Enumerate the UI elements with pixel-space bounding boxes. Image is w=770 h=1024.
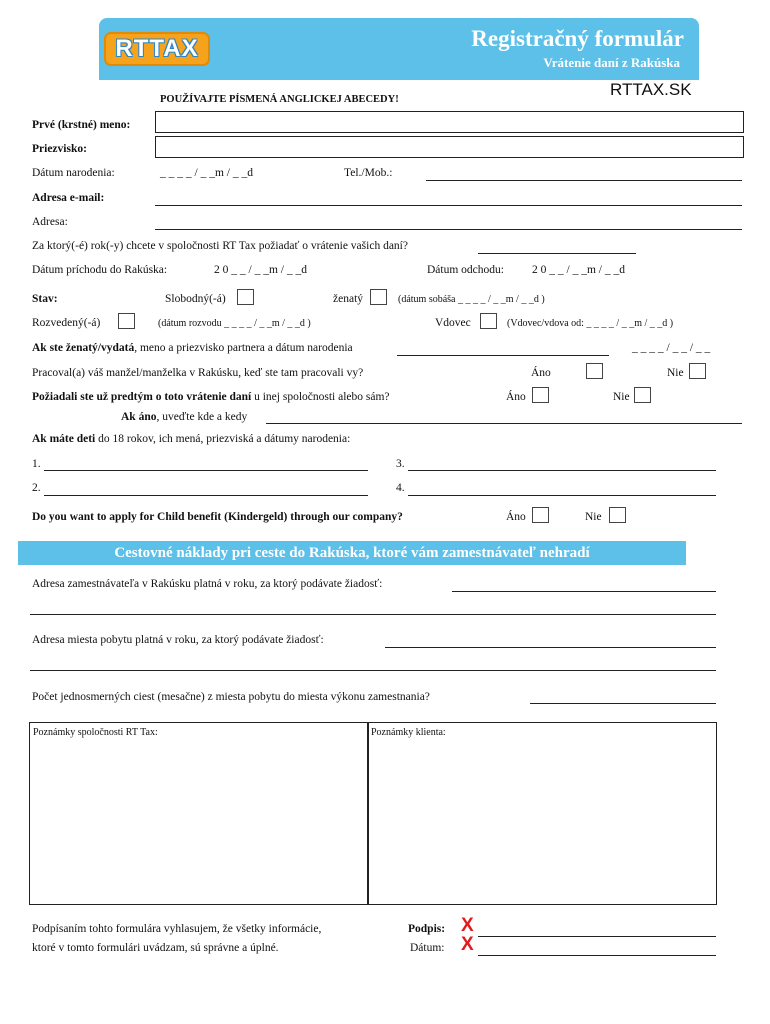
signature-input[interactable] xyxy=(478,936,716,937)
arrival-label: Dátum príchodu do Rakúska: xyxy=(32,264,168,276)
partner-worked-no-label: Nie xyxy=(667,367,684,379)
year-question: Za ktorý(-é) rok(-y) chcete v spoločnosti RT Tax požiadať o vrátenie vašich daní? xyxy=(32,240,408,252)
wedding-date-field[interactable]: (dátum sobáša _ _ _ _ / _ _m / _ _d ) xyxy=(398,294,545,305)
birth-date-field[interactable]: _ _ _ _ / _ _m / _ _d xyxy=(160,167,253,179)
year-input[interactable] xyxy=(478,253,636,254)
previous-details-input[interactable] xyxy=(266,423,742,424)
kindergeld-yes-label: Áno xyxy=(506,511,526,523)
child-4-label: 4. xyxy=(396,482,405,494)
previous-yes-checkbox[interactable] xyxy=(532,387,549,403)
date-label: Dátum: xyxy=(410,942,445,954)
children-question: Ak máte deti do 18 rokov, ich mená, priezviská a dátumy narodenia: xyxy=(32,433,351,445)
previous-refund-question: Požiadali ste už predtým o toto vrátenie daní u inej spoločnosti alebo sám? xyxy=(32,391,390,403)
child-1-label: 1. xyxy=(32,458,41,470)
kindergeld-question: Do you want to apply for Child benefit (Kindergeld) through our company? xyxy=(32,511,403,523)
previous-yes-label: Áno xyxy=(506,391,526,403)
form-title: Registračný formulár xyxy=(471,26,684,51)
signature-x-mark: X xyxy=(461,915,474,936)
widow-date-field[interactable]: (Vdovec/vdova od: _ _ _ _ / _ _m / _ _d ) xyxy=(507,318,674,329)
child-3-input[interactable] xyxy=(408,470,716,471)
email-input[interactable] xyxy=(155,205,742,206)
address-label: Adresa: xyxy=(32,216,68,228)
partner-name-input[interactable] xyxy=(397,355,609,356)
divorced-label: Rozvedený(-á) xyxy=(32,317,101,329)
first-name-input[interactable] xyxy=(155,111,744,133)
kindergeld-no-checkbox[interactable] xyxy=(609,507,626,523)
employer-address-input[interactable] xyxy=(452,591,716,592)
instruction-text: POUŽÍVAJTE PÍSMENÁ ANGLICKEJ ABECEDY! xyxy=(160,94,399,105)
declaration-line-2: ktoré v tomto formulári uvádzam, sú správne a úplné. xyxy=(32,942,279,954)
employer-address-input-2[interactable] xyxy=(30,614,716,615)
declaration-line-1: Podpísaním tohto formulára vyhlasujem, že všetky informácie, xyxy=(32,923,322,935)
partner-worked-yes-label: Áno xyxy=(531,367,551,379)
date-x-mark: X xyxy=(461,934,474,955)
travel-section-title: Cestovné náklady pri ceste do Rakúska, ktoré vám zamestnávateľ nehradí xyxy=(18,541,686,565)
partner-worked-question: Pracoval(a) váš manžel/manželka v Rakúsku, keď ste tam pracovali vy? xyxy=(32,367,364,379)
rttax-logo: RTTAX xyxy=(104,32,210,66)
employer-address-label: Adresa zamestnávateľa v Rakúsku platná v roku, za ktorý podávate žiadosť: xyxy=(32,578,383,590)
arrival-date-field[interactable]: 2 0 _ _ / _ _m / _ _d xyxy=(214,264,307,276)
birth-date-label: Dátum narodenia: xyxy=(32,167,115,179)
trips-label: Počet jednosmerných ciest (mesačne) z miesta pobytu do miesta výkonu zamestnania? xyxy=(32,691,430,703)
widowed-checkbox[interactable] xyxy=(480,313,497,329)
site-name: RTTAX.SK xyxy=(610,80,692,99)
residence-address-label: Adresa miesta pobytu platná v roku, za ktorý podávate žiadosť: xyxy=(32,634,324,646)
company-notes-box xyxy=(29,722,369,905)
divorce-date-field[interactable]: (dátum rozvodu _ _ _ _ / _ _m / _ _d ) xyxy=(158,318,311,329)
form-subtitle: Vrátenie daní z Rakúska xyxy=(543,55,680,70)
child-4-input[interactable] xyxy=(408,495,716,496)
child-2-input[interactable] xyxy=(44,495,368,496)
departure-date-field[interactable]: 2 0 _ _ / _ _m / _ _d xyxy=(532,264,625,276)
trips-input[interactable] xyxy=(530,703,716,704)
partner-worked-yes-checkbox[interactable] xyxy=(586,363,603,379)
signature-label: Podpis: xyxy=(408,923,446,935)
surname-label: Priezvisko: xyxy=(32,143,87,155)
phone-label: Tel./Mob.: xyxy=(344,167,393,179)
married-checkbox[interactable] xyxy=(370,289,387,305)
status-label: Stav: xyxy=(32,293,58,305)
single-label: Slobodný(-á) xyxy=(165,293,226,305)
phone-input[interactable] xyxy=(426,180,742,181)
widowed-label: Vdovec xyxy=(435,317,471,329)
if-yes-label: Ak áno, uveďte kde a kedy xyxy=(121,411,248,423)
residence-address-input[interactable] xyxy=(385,647,716,648)
previous-no-checkbox[interactable] xyxy=(634,387,651,403)
company-notes-label: Poznámky spoločnosti RT Tax: xyxy=(33,727,158,738)
partner-worked-no-checkbox[interactable] xyxy=(689,363,706,379)
partner-birth-date-field[interactable]: _ _ _ _ / _ _ / _ _ xyxy=(632,342,711,354)
address-input[interactable] xyxy=(155,229,742,230)
email-label: Adresa e-mail: xyxy=(32,192,105,204)
divorced-checkbox[interactable] xyxy=(118,313,135,329)
previous-no-label: Nie xyxy=(613,391,630,403)
date-input[interactable] xyxy=(478,955,716,956)
residence-address-input-2[interactable] xyxy=(30,670,716,671)
departure-label: Dátum odchodu: xyxy=(427,264,504,276)
partner-question: Ak ste ženatý/vydatá, meno a priezvisko partnera a dátum narodenia xyxy=(32,342,353,354)
client-notes-label: Poznámky klienta: xyxy=(371,727,446,738)
married-label: ženatý xyxy=(333,293,364,305)
first-name-label: Prvé (krstné) meno: xyxy=(32,119,131,131)
single-checkbox[interactable] xyxy=(237,289,254,305)
kindergeld-yes-checkbox[interactable] xyxy=(532,507,549,523)
child-1-input[interactable] xyxy=(44,470,368,471)
child-3-label: 3. xyxy=(396,458,405,470)
client-notes-box[interactable] xyxy=(367,722,717,905)
child-2-label: 2. xyxy=(32,482,41,494)
surname-input[interactable] xyxy=(155,136,744,158)
kindergeld-no-label: Nie xyxy=(585,511,602,523)
